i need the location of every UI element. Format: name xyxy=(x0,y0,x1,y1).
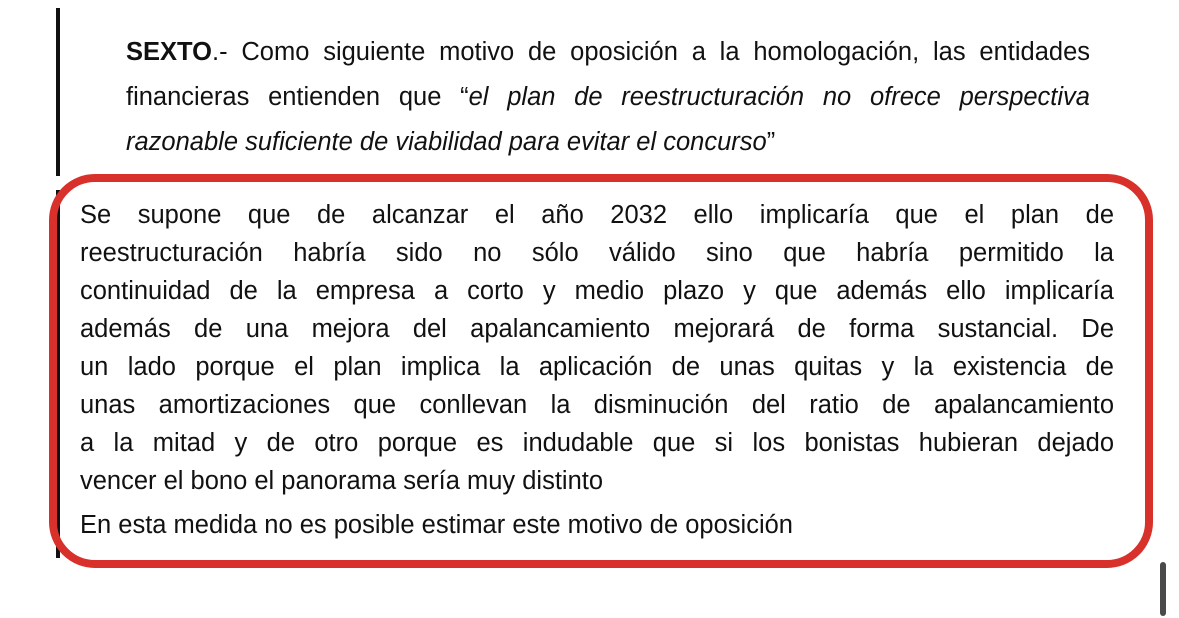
highlighted-line: un lado porque el plan implica la aplicación de unas quitas y la existencia de xyxy=(80,353,1114,381)
highlighted-line: vencer el bono el panorama sería muy distinto xyxy=(80,467,604,495)
sexto-lead-text: .- Como siguiente motivo de oposición a la homologación, las entidades financieras entienden que “ xyxy=(126,38,1090,111)
conclusion-text: En esta medida no es posible estimar este motivo de oposición xyxy=(80,511,793,539)
sexto-quote: el plan de reestructuración no ofrece perspectiva razonable suficiente de viabilidad para evitar el concurso xyxy=(126,83,1090,156)
highlighted-line: reestructuración habría sido no sólo válido sino que habría permitido la xyxy=(80,239,1114,267)
sexto-heading: SEXTO xyxy=(126,38,212,66)
highlighted-paragraph xyxy=(80,196,1114,500)
sexto-closing-quote: ” xyxy=(766,128,776,156)
highlighted-line: unas amortizaciones que conllevan la disminución del ratio de apalancamiento xyxy=(80,391,1114,419)
sexto-paragraph xyxy=(126,30,1090,165)
highlighted-line: además de una mejora del apalancamiento mejorará de forma sustancial. De xyxy=(80,315,1114,343)
highlighted-line: Se supone que de alcanzar el año 2032 ello implicaría que el plan de xyxy=(80,201,1114,229)
highlighted-line: a la mitad y de otro porque es indudable que si los bonistas hubieran dejado xyxy=(80,429,1114,457)
margin-revision-bar-top xyxy=(56,8,60,176)
highlighted-line: continuidad de la empresa a corto y medio plazo y que además ello implicaría xyxy=(80,277,1114,305)
scroll-indicator[interactable] xyxy=(1160,562,1166,616)
